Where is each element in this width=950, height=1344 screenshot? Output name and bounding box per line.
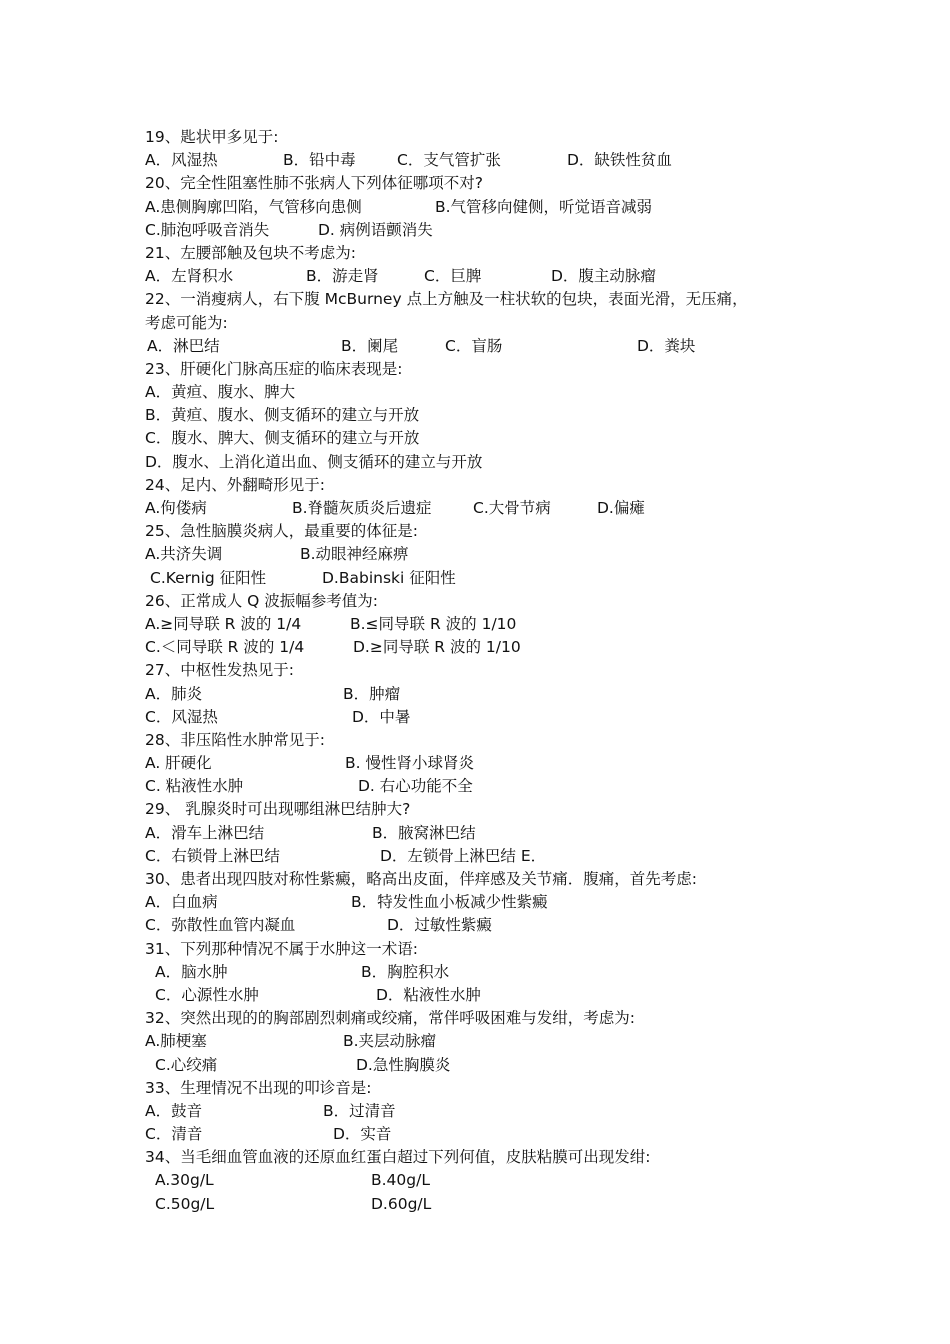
option-d: D.60g/L <box>371 1194 432 1213</box>
option-row <box>145 543 845 566</box>
option-row <box>145 335 845 358</box>
question-stem: 26、正常成人 Q 波振幅参考值为: <box>145 591 379 610</box>
option-row <box>145 1169 845 1192</box>
option-row <box>145 914 845 937</box>
option-row <box>145 497 845 520</box>
question-stem: 29、 乳腺炎时可出现哪组淋巴结肿大? <box>145 800 411 819</box>
option-b: B.气管移向健侧，听觉语音减弱 <box>435 197 653 216</box>
option-c: C．风湿热 <box>145 707 218 726</box>
option-c: C．清音 <box>145 1125 203 1144</box>
option-d: D．腹主动脉瘤 <box>551 267 656 286</box>
option-row <box>145 613 845 636</box>
question-stem: 34、当毛细血管血液的还原血红蛋白超过下列何值，皮肤粘膜可出现发绀: <box>145 1148 651 1167</box>
question-stem: 22、一消瘦病人，右下腹 McBurney 点上方触及一柱状软的包块，表面光滑，无压痛， <box>145 290 748 309</box>
option-b: B．特发性血小板减少性紫癜 <box>351 893 548 912</box>
option-a: A．黄疸、腹水、脾大 <box>145 383 296 402</box>
option-row <box>145 752 845 775</box>
option-d: D.急性胸膜炎 <box>356 1055 451 1074</box>
option-b: B.40g/L <box>371 1171 430 1190</box>
option-d: D．粘液性水肿 <box>376 985 481 1004</box>
option-b: B. 慢性肾小球肾炎 <box>345 754 474 773</box>
option-row <box>145 219 845 242</box>
question-stem: 24、足内、外翻畸形见于: <box>145 475 325 494</box>
option-row <box>145 845 845 868</box>
question-stem: 33、生理情况不出现的叩诊音是: <box>145 1078 372 1097</box>
option-a: A．风湿热 <box>145 151 218 170</box>
option-d: D．腹水、上消化道出血、侧支循环的建立与开放 <box>145 452 483 471</box>
option-a: A．肺炎 <box>145 684 203 703</box>
question-stem: 19、匙状甲多见于: <box>145 128 279 146</box>
question-stem: 27、中枢性发热见于: <box>145 661 294 680</box>
option-row <box>145 636 845 659</box>
option-row <box>145 451 845 474</box>
option-b: B.≤同导联 R 波的 1/10 <box>350 614 517 633</box>
option-row <box>145 196 845 219</box>
option-c: C.＜同导联 R 波的 1/4 <box>145 638 305 657</box>
question-stem: 31、下列那种情况不属于水肿这一术语: <box>145 939 418 958</box>
option-b: B．游走肾 <box>306 267 379 286</box>
option-a: A．脑水肿 <box>155 962 228 981</box>
option-c: C.Kernig 征阳性 <box>150 568 267 587</box>
option-row <box>145 961 845 984</box>
option-a: A.肺梗塞 <box>145 1032 207 1051</box>
question-stem: 28、非压陷性水肿常见于: <box>145 730 325 749</box>
option-row <box>145 1030 845 1053</box>
option-row <box>145 984 845 1007</box>
option-c: C．心源性水肿 <box>155 985 259 1004</box>
option-c: C．右锁骨上淋巴结 <box>145 846 280 865</box>
option-d: D．中暑 <box>352 707 411 726</box>
option-a: A．淋巴结 <box>147 336 220 355</box>
option-c: C. 粘液性水肿 <box>145 777 244 796</box>
option-row <box>145 822 845 845</box>
option-a: A．滑车上淋巴结 <box>145 823 265 842</box>
option-c: C.50g/L <box>155 1194 215 1213</box>
option-c: C．腹水、脾大、侧支循环的建立与开放 <box>145 429 420 448</box>
option-row <box>145 775 845 798</box>
option-d: D．左锁骨上淋巴结 E． <box>380 846 547 865</box>
option-a: A．鼓音 <box>145 1101 203 1120</box>
option-b: B．肿瘤 <box>343 684 401 703</box>
option-row <box>145 404 845 427</box>
option-d: D．粪块 <box>637 336 696 355</box>
option-a: A.佝偻病 <box>145 499 207 517</box>
question-stem: 20、完全性阻塞性肺不张病人下列体征哪项不对? <box>145 174 483 193</box>
option-row <box>145 706 845 729</box>
option-row <box>145 149 845 172</box>
option-c: C.心绞痛 <box>155 1055 218 1074</box>
question-stem: 25、急性脑膜炎病人，最重要的体征是: <box>145 522 418 541</box>
option-a: A.30g/L <box>155 1171 214 1190</box>
option-b: B．阑尾 <box>341 336 399 355</box>
option-d: D．过敏性紫癜 <box>387 916 492 935</box>
option-b: B．过清音 <box>323 1101 396 1120</box>
option-row <box>145 891 845 914</box>
option-row <box>145 427 845 450</box>
option-a: A.≥同导联 R 波的 1/4 <box>145 614 302 633</box>
option-c: C．弥散性血管内凝血 <box>145 916 296 935</box>
option-b: B．铅中毒 <box>283 151 356 170</box>
option-b: B．腋窝淋巴结 <box>372 823 476 842</box>
question-stem: 30、患者出现四肢对称性紫癜，略高出皮面，伴痒感及关节痛．腹痛，首先考虑: <box>145 870 697 888</box>
option-a: A.共济失调 <box>145 545 223 564</box>
option-row <box>145 567 845 590</box>
question-list <box>145 126 845 1216</box>
option-c: C．盲肠 <box>445 336 503 355</box>
question-stem-continued: 考虑可能为: <box>145 313 228 332</box>
option-row <box>145 1193 845 1216</box>
option-d: D. 病例语颤消失 <box>318 220 433 239</box>
option-row <box>145 381 845 404</box>
option-b: B.夹层动脉瘤 <box>343 1032 437 1051</box>
option-b: B．胸腔积水 <box>361 962 450 981</box>
option-row <box>145 265 845 288</box>
option-d: D.偏瘫 <box>597 499 645 517</box>
option-row <box>145 1123 845 1146</box>
option-d: D.≥同导联 R 波的 1/10 <box>353 638 521 657</box>
option-c: C.肺泡呼吸音消失 <box>145 220 270 239</box>
option-d: D.Babinski 征阳性 <box>322 568 456 587</box>
option-row <box>145 683 845 706</box>
option-a: A. 肝硬化 <box>145 754 212 773</box>
option-a: A.患侧胸廓凹陷，气管移向患侧 <box>145 197 362 216</box>
option-d: D．实音 <box>333 1125 392 1144</box>
option-c: C．支气管扩张 <box>397 151 501 170</box>
option-b: B.脊髓灰质炎后遗症 <box>292 499 432 517</box>
option-b: B.动眼神经麻痹 <box>300 545 409 564</box>
question-stem: 21、左腰部触及包块不考虑为: <box>145 243 356 262</box>
option-a: A．左肾积水 <box>145 267 234 286</box>
question-stem: 23、肝硬化门脉高压症的临床表现是: <box>145 359 403 378</box>
option-c: C．巨脾 <box>424 267 482 286</box>
option-b: B．黄疸、腹水、侧支循环的建立与开放 <box>145 406 420 425</box>
option-d: D. 右心功能不全 <box>358 777 473 796</box>
option-d: D．缺铁性贫血 <box>567 151 672 170</box>
option-row <box>145 1100 845 1123</box>
option-row <box>145 1054 845 1077</box>
option-c: C.大骨节病 <box>473 499 551 517</box>
option-a: A．白血病 <box>145 893 218 912</box>
question-stem: 32、突然出现的的胸部剧烈刺痛或绞痛，常伴呼吸困难与发绀，考虑为: <box>145 1009 635 1028</box>
